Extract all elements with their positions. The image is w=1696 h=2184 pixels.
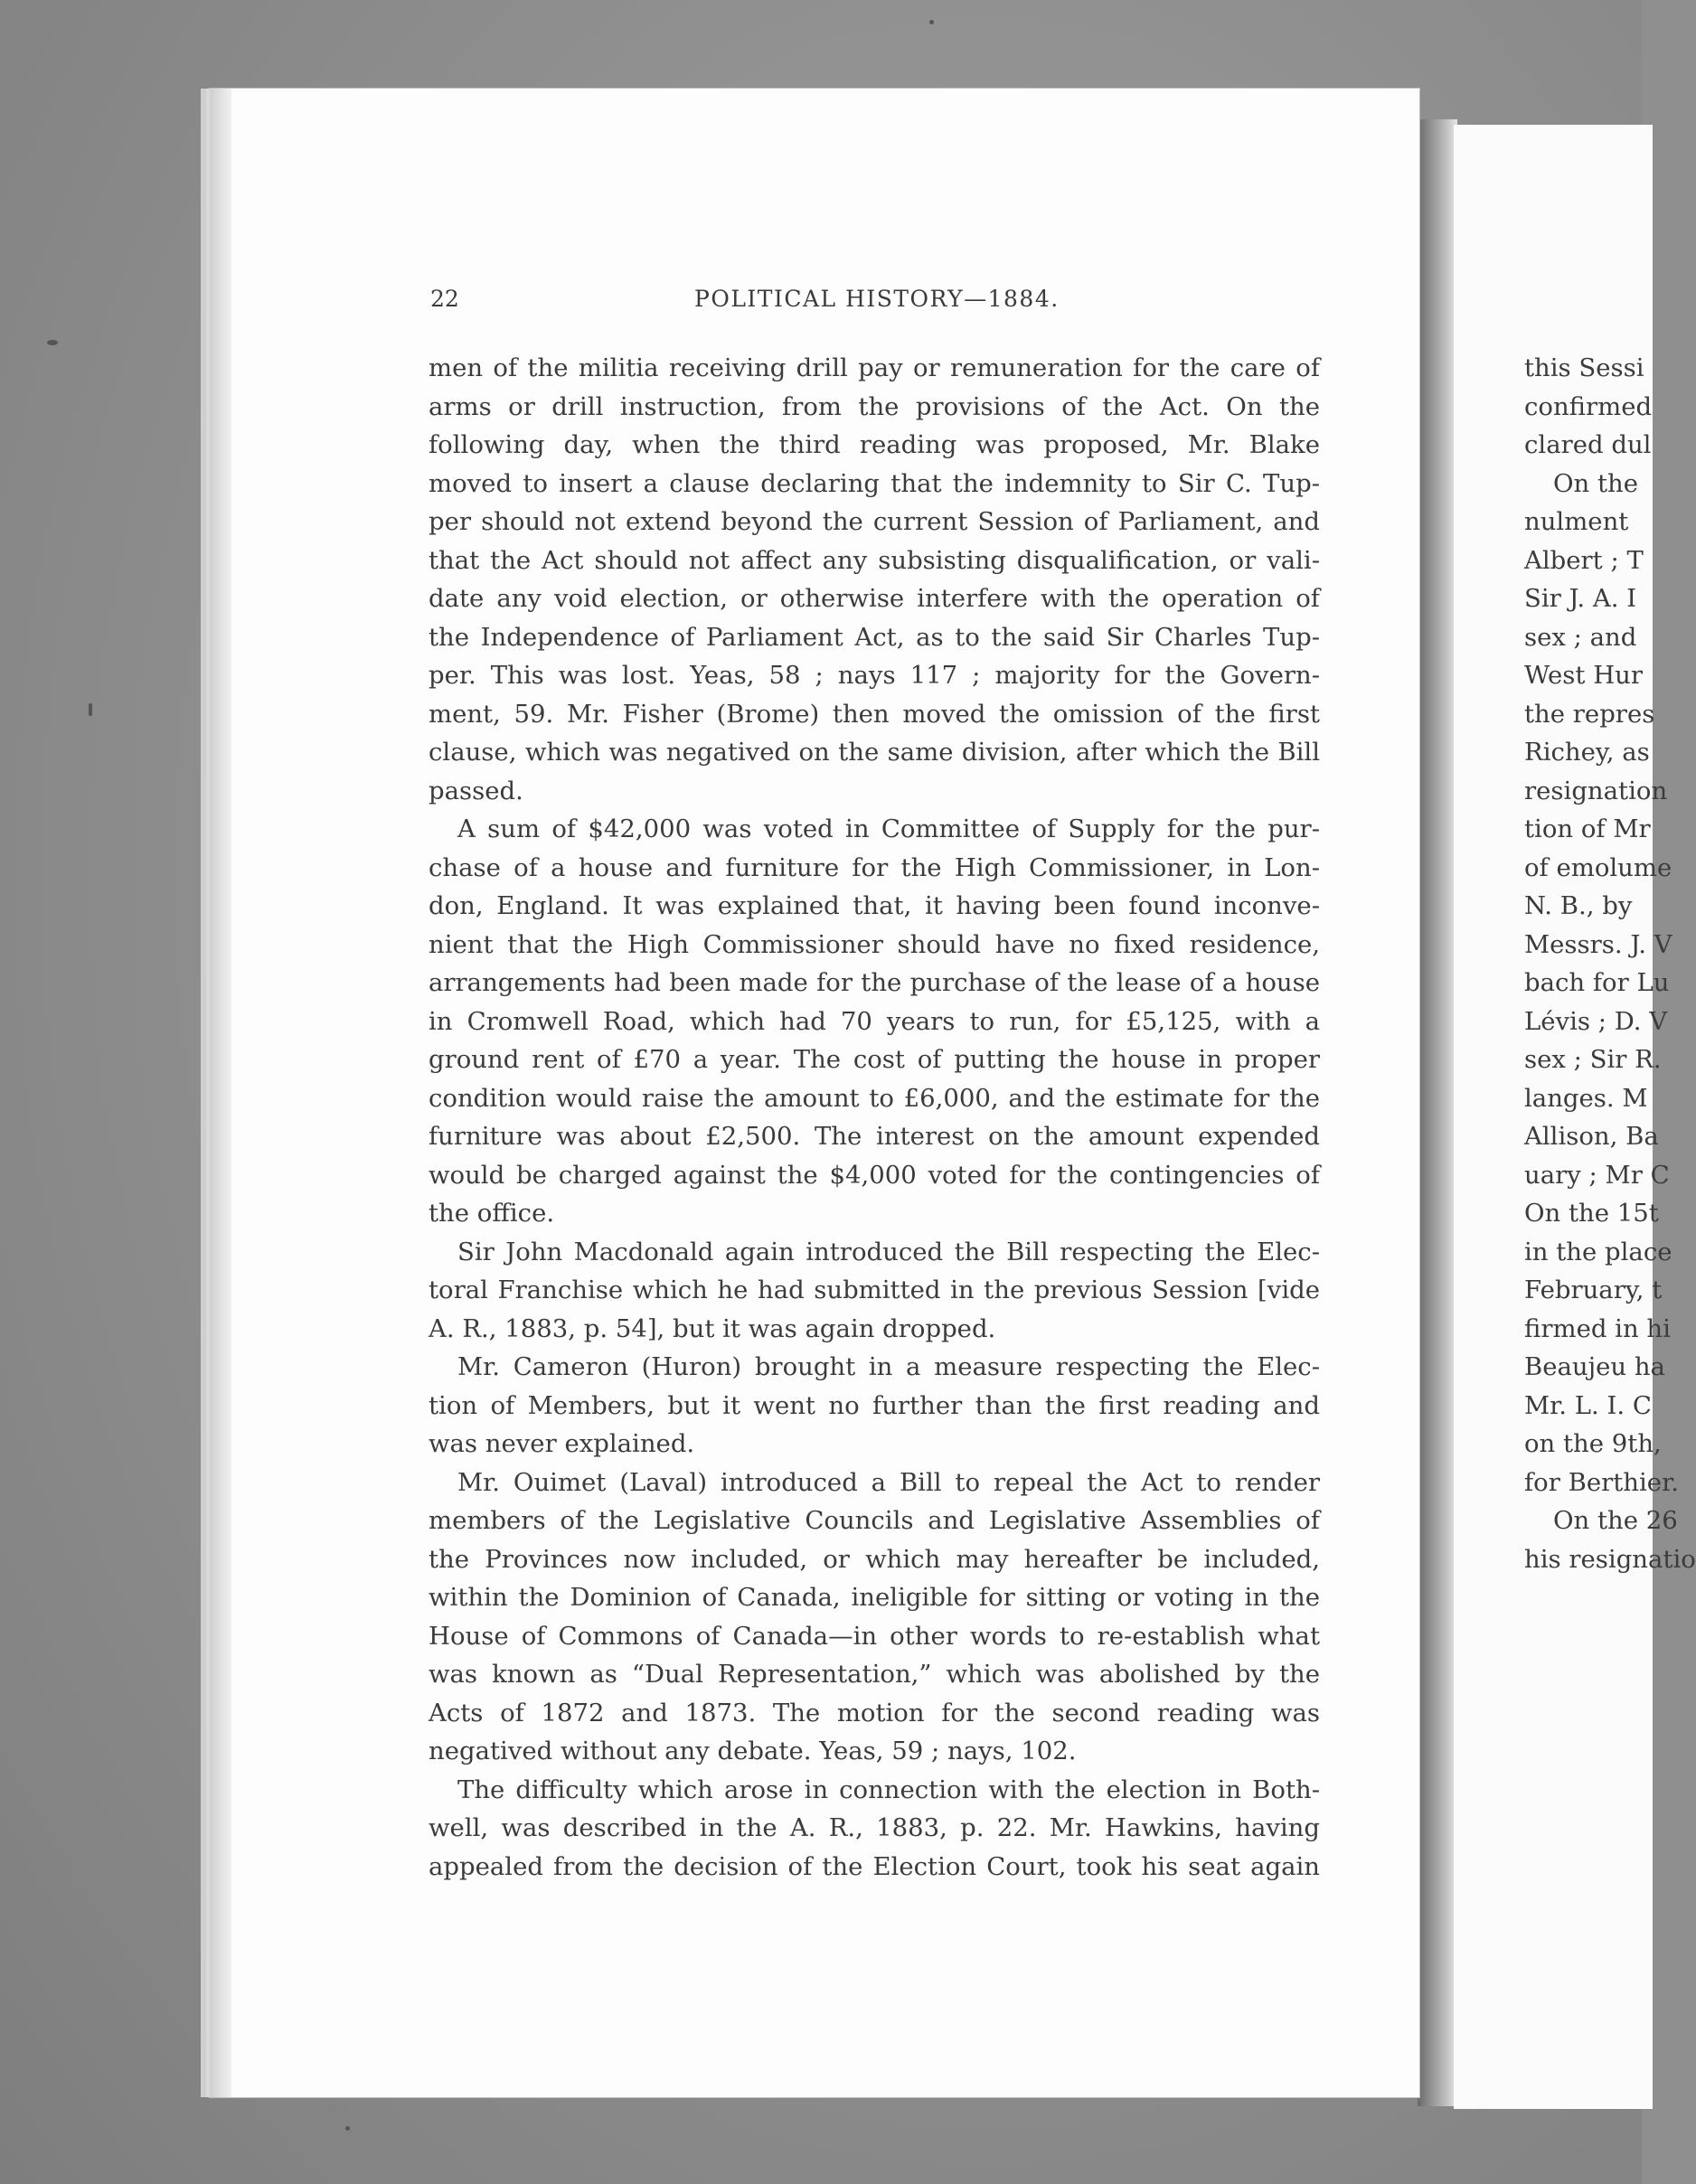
body-line: negatived without any debate. Yeas, 59 ; nays, 102. xyxy=(429,1737,1077,1765)
facing-page-line: langes. M xyxy=(1524,1083,1648,1113)
body-line: the Independence of Parliament Act, as to the said Sir Charles Tup- xyxy=(429,622,1320,652)
body-line: furniture was about £2,500. The interest on the amount expended xyxy=(429,1122,1320,1151)
body-line: date any void election, or otherwise interfere with the operation of xyxy=(429,584,1320,613)
body-line: nient that the High Commissioner should have no fixed residence, xyxy=(429,929,1320,959)
body-line: condition would raise the amount to £6,000, and the estimate for the xyxy=(429,1083,1320,1113)
body-line: Acts of 1872 and 1873. The motion for the second reading was xyxy=(429,1698,1320,1727)
facing-page-line: tion of Mr xyxy=(1524,814,1651,843)
body-line: Sir John Macdonald again introduced the Bill respecting the Elec- xyxy=(457,1237,1320,1266)
body-line: A sum of $42,000 was voted in Committee of Supply for the pur- xyxy=(457,814,1320,843)
body-line: members of the Legislative Councils and Legislative Assemblies of xyxy=(429,1506,1320,1535)
body-line: ground rent of £70 a year. The cost of putting the house in proper xyxy=(429,1045,1320,1074)
body-line: ment, 59. Mr. Fisher (Brome) then moved the omission of the first xyxy=(429,699,1320,729)
facing-page-line: of emolume xyxy=(1524,852,1672,882)
facing-page-line: On the xyxy=(1553,468,1639,498)
body-line: the Provinces now included, or which may hereafter be included, xyxy=(429,1544,1320,1574)
facing-page-line: in the place xyxy=(1524,1237,1672,1266)
body-line: House of Commons of Canada—in other words to re-establish what xyxy=(429,1621,1320,1651)
facing-page-line: on the 9th, xyxy=(1524,1429,1662,1458)
body-line: arrangements had been made for the purchase of the lease of a house xyxy=(429,968,1320,997)
body-line: don, England. It was explained that, it having been found inconve- xyxy=(429,891,1320,920)
book-gutter xyxy=(1418,119,1457,2106)
running-title: POLITICAL HISTORY—1884. xyxy=(694,286,1060,312)
facing-page-line: uary ; Mr C xyxy=(1524,1160,1670,1190)
body-line: within the Dominion of Canada, ineligible for sitting or voting in the xyxy=(429,1583,1320,1612)
facing-page-line: this Sessi xyxy=(1524,353,1644,382)
body-line: per. This was lost. Yeas, 58 ; nays 117 ; majority for the Govern- xyxy=(429,661,1320,690)
facing-page-line: Beaujeu ha xyxy=(1524,1352,1665,1381)
facing-page-line: for Berthier. xyxy=(1524,1467,1679,1497)
body-line: The difficulty which arose in connection with the election in Both- xyxy=(457,1774,1320,1804)
body-line: per should not extend beyond the current Session of Parliament, and xyxy=(429,507,1320,536)
facing-page-line: Albert ; T xyxy=(1524,545,1644,575)
body-line: passed. xyxy=(429,776,523,805)
facing-page-line: Sir J. A. I xyxy=(1524,584,1637,613)
facing-page-line: clared dul xyxy=(1524,430,1652,459)
body-line: men of the militia receiving drill pay or remuneration for the care of xyxy=(429,353,1320,382)
facing-page-line: his resignatio xyxy=(1524,1544,1696,1574)
facing-page-line: sex ; and xyxy=(1524,622,1637,652)
scan-speck xyxy=(345,2126,350,2131)
body-line: in Cromwell Road, which had 70 years to run, for £5,125, with a xyxy=(429,1006,1320,1036)
page-edge xyxy=(210,89,231,2097)
facing-page-line: the repres xyxy=(1524,699,1655,729)
facing-page-line: resignation xyxy=(1524,776,1668,805)
body-line: would be charged against the $4,000 voted for the contingencies of xyxy=(429,1160,1320,1190)
facing-page-line: On the 15t xyxy=(1524,1199,1659,1228)
facing-page-line: February, t xyxy=(1524,1276,1663,1304)
facing-page-line: Richey, as xyxy=(1524,738,1650,767)
facing-page-line: Messrs. J. V xyxy=(1524,929,1672,959)
body-line: well, was described in the A. R., 1883, p. 22. Mr. Hawkins, having xyxy=(429,1813,1320,1842)
body-line: Mr. Cameron (Huron) brought in a measure respecting the Elec- xyxy=(457,1352,1320,1381)
facing-page-text xyxy=(1524,349,1696,1578)
facing-page-line: N. B., by xyxy=(1524,891,1633,920)
body-line: Mr. Ouimet (Laval) introduced a Bill to repeal the Act to render xyxy=(457,1467,1320,1497)
body-line: moved to insert a clause declaring that the indemnity to Sir C. Tup- xyxy=(429,468,1320,498)
scan-speck xyxy=(929,20,934,24)
body-line: clause, which was negatived on the same division, after which the Bill xyxy=(429,738,1320,767)
facing-page-line: On the 26 xyxy=(1553,1506,1678,1535)
facing-page-line: Lévis ; D. V xyxy=(1524,1006,1668,1036)
body-line: toral Franchise which he had submitted in the previous Session [vide xyxy=(429,1276,1320,1304)
body-text xyxy=(429,349,1320,1886)
body-line: that the Act should not affect any subsisting disqualification, or vali- xyxy=(429,545,1320,575)
facing-page-line: nulment xyxy=(1524,507,1629,536)
facing-page-line: confirmed xyxy=(1524,391,1653,421)
facing-page-line: Allison, Ba xyxy=(1524,1122,1659,1151)
body-line: following day, when the third reading was proposed, Mr. Blake xyxy=(429,430,1320,459)
facing-page-line: firmed in hi xyxy=(1524,1313,1671,1343)
facing-page-line: Mr. L. I. C xyxy=(1524,1390,1652,1420)
body-line: was never explained. xyxy=(429,1429,695,1458)
body-line: chase of a house and furniture for the High Commissioner, in Lon- xyxy=(429,852,1320,882)
body-line: A. R., 1883, p. 54], but it was again dropped. xyxy=(429,1313,996,1343)
facing-page-line: sex ; Sir R. xyxy=(1524,1045,1662,1074)
facing-page-line: bach for Lu xyxy=(1524,968,1670,997)
running-header xyxy=(430,286,1325,325)
body-line: appealed from the decision of the Election Court, took his seat again xyxy=(429,1851,1320,1881)
body-line: the office. xyxy=(429,1199,555,1228)
body-line: arms or drill instruction, from the provisions of the Act. On the xyxy=(429,391,1320,421)
body-line: was known as “Dual Representation,” which was abolished by the xyxy=(429,1660,1320,1689)
scan-speck xyxy=(47,340,58,345)
body-line: tion of Members, but it went no further than the first reading and xyxy=(429,1390,1320,1420)
facing-page-line: West Hur xyxy=(1524,661,1644,690)
page-number: 22 xyxy=(430,286,459,312)
scan-speck xyxy=(89,703,92,716)
